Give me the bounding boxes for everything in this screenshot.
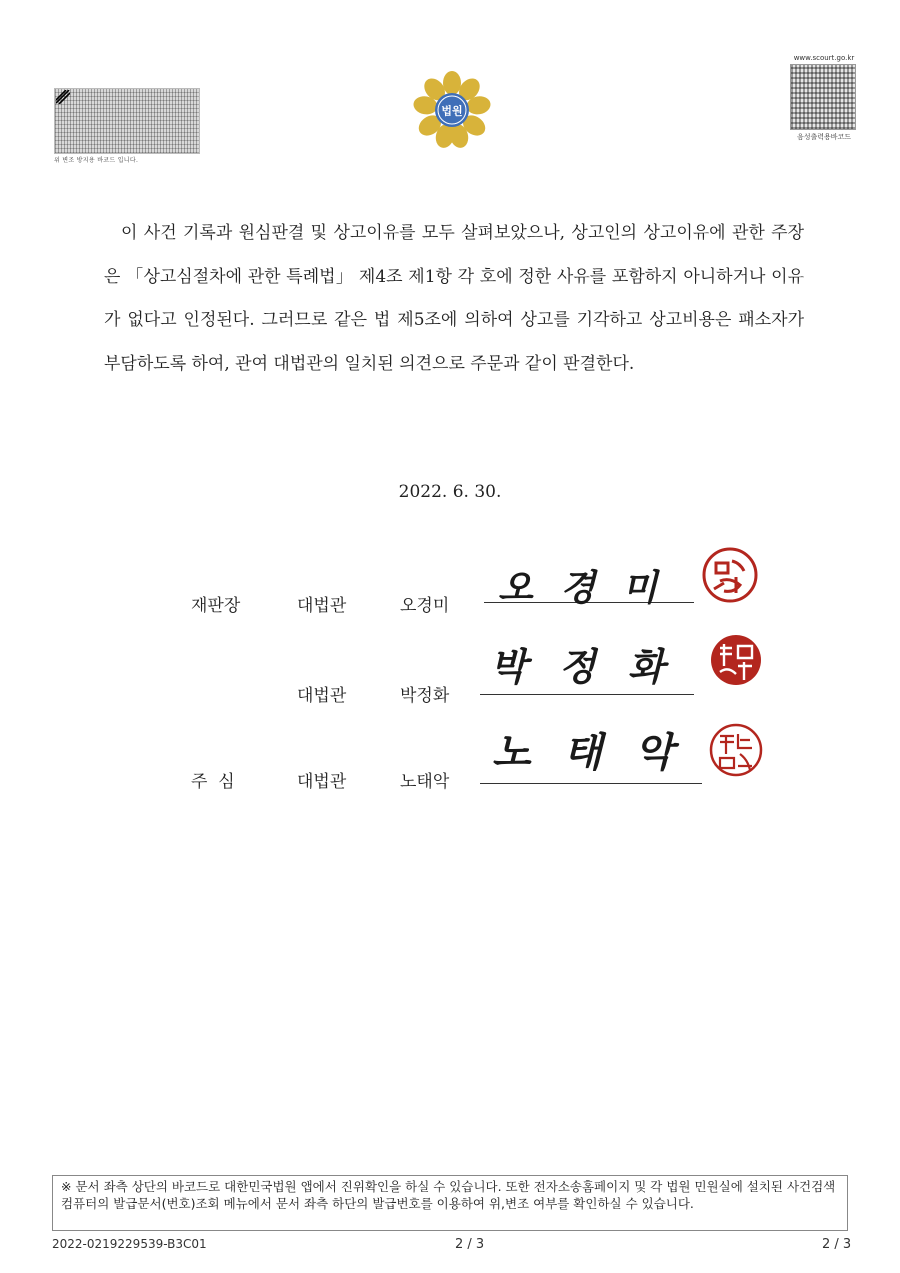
svg-text:박 정 화: 박 정 화 xyxy=(490,645,675,689)
issuance-number: 2022-0219229539-B3C01 xyxy=(52,1237,207,1251)
barcode-caption: 위 변조 방지용 바코드 입니다. xyxy=(54,157,139,164)
judgment-paragraph: 이 사건 기록과 원심판결 및 상고이유를 모두 살펴보았으나, 상고인의 상고이유에 관한 주장은 「상고심절차에 관한 특례법」 제4조 제1항 각 호에 정한 사유를 포함하지 아니하거나 이유가 없다고 인정된다. 그러므로 같은 법 제5조에 의하여 상고를 기각하고 상고비용은 패소자가 부담하도록 하여, 관여 대법관의 일치된 의견으로 주문과 같이 판결한다. xyxy=(104,223,804,374)
supreme-court-emblem-icon xyxy=(408,70,496,148)
page-number-center: 2 / 3 xyxy=(455,1237,485,1252)
seal-stamp-3-icon xyxy=(708,722,764,778)
svg-text:오 경 미: 오 경 미 xyxy=(498,568,666,609)
justice-title-1: 대법관 xyxy=(297,596,347,616)
justice-name-2: 박정화 xyxy=(400,686,450,706)
handwritten-signature-2 xyxy=(486,632,686,698)
seal-stamp-2-icon xyxy=(708,632,764,688)
page-number-right: 2 / 3 xyxy=(822,1237,852,1252)
signature-line-3 xyxy=(480,783,702,784)
justice-name-3: 노태악 xyxy=(400,772,450,792)
emblem-label: 법원 xyxy=(441,104,463,118)
presiding-role: 재판장 xyxy=(191,596,241,616)
rapporteur-role: 주 심 xyxy=(191,772,235,792)
svg-text:노 태 악: 노 태 악 xyxy=(492,730,684,776)
justice-name-1: 오경미 xyxy=(400,596,450,616)
seal-stamp-1-icon xyxy=(702,547,758,603)
verification-notice: ※ 문서 좌측 상단의 바코드로 대한민국법원 앱에서 진위확인을 하실 수 있습니다. 또한 전자소송홈페이지 및 각 법원 민원실에 설치된 사건검색 컴퓨터의 발급문서(번호)조회 메뉴에서 문서 좌측 하단의 발급번호를 이용하여 위,변조 여부를 확인하실 수 있습니다. xyxy=(52,1175,848,1231)
handwritten-signature-1 xyxy=(492,556,692,622)
voice-output-qr-code xyxy=(790,64,856,130)
justice-title-3: 대법관 xyxy=(297,772,347,792)
decision-date: 2022. 6. 30. xyxy=(398,482,502,502)
justice-title-2: 대법관 xyxy=(297,686,347,706)
qr-caption: 음성출력용바코드 xyxy=(796,133,852,141)
anti-forgery-barcode xyxy=(54,88,200,154)
barcode-corner-mark-icon xyxy=(56,90,70,104)
qr-url: www.scourt.go.kr xyxy=(793,54,855,62)
handwritten-signature-3 xyxy=(490,716,690,782)
